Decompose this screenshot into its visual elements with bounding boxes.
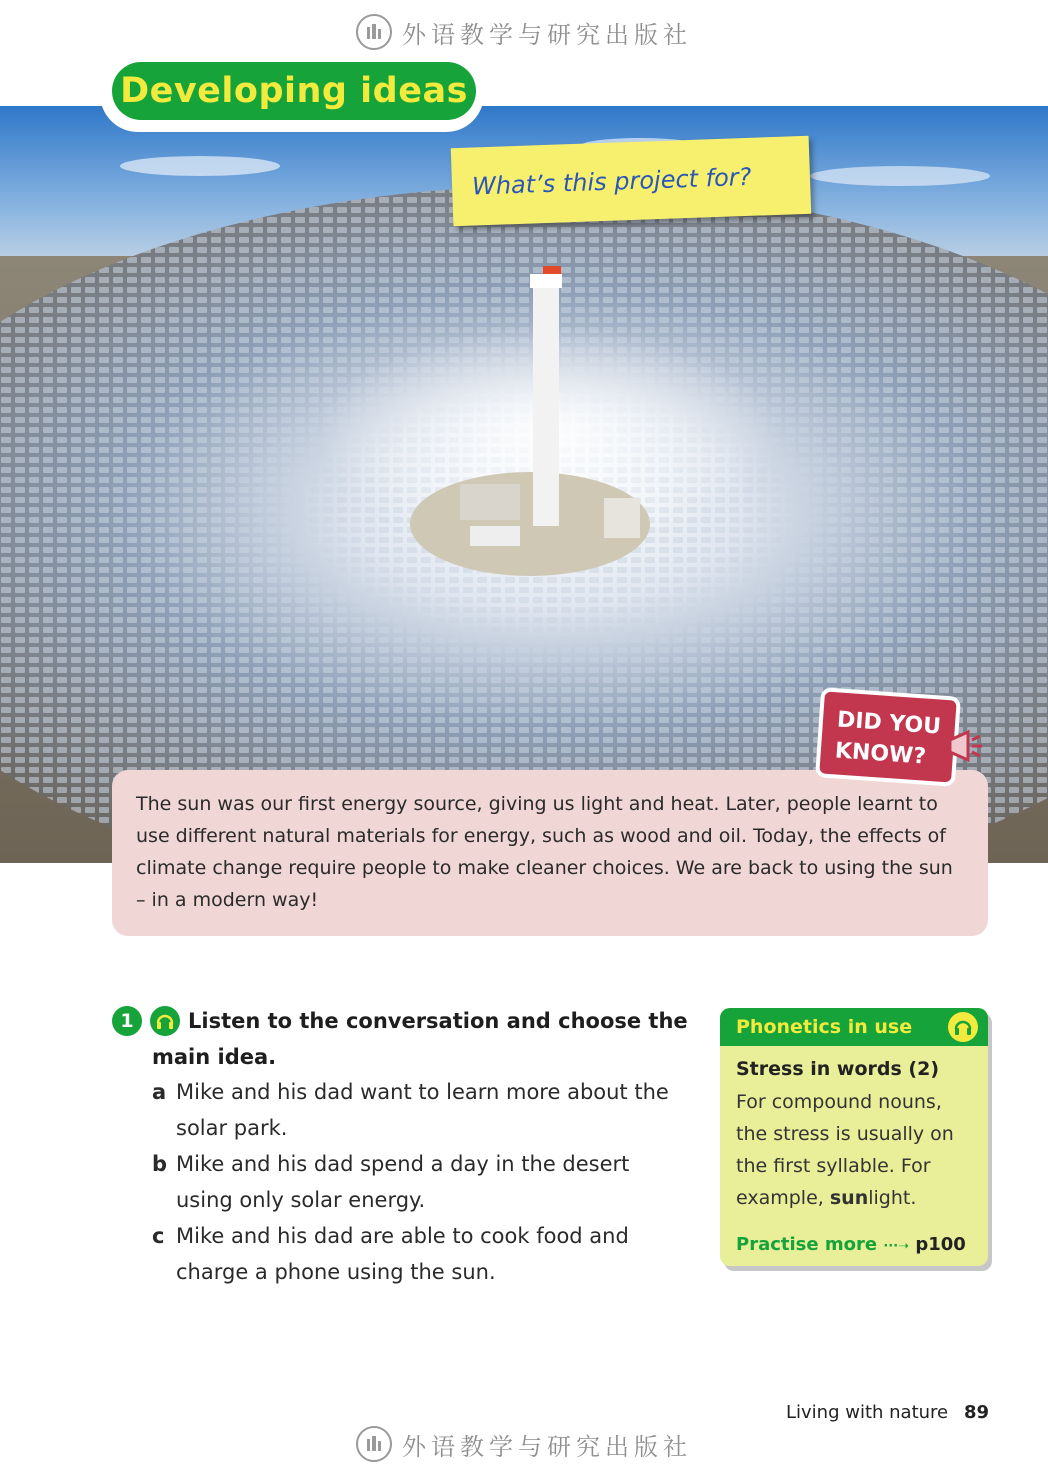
exercise-instruction: Listen to the conversation and choose the main idea. [152,1009,688,1069]
did-you-know-tag-line2: KNOW? [834,738,927,770]
option-text: Mike and his dad spend a day in the desert using only solar energy. [176,1152,630,1212]
publisher-footer [0,1422,1048,1466]
phonetics-header [720,1008,988,1046]
stressed-syllable: sun [829,1187,869,1209]
question-sticky-note: What’s this project for? [451,136,812,226]
did-you-know-text: The sun was our first energy source, giving us light and heat. Later, people learnt to use different natural materials for energy, such as wood and oil. Today, the effects of climate change require people to make cleaner choices. We are back to using the sun – in a modern way! [112,770,988,936]
megaphone-icon [946,726,986,766]
practise-more-link[interactable] [736,1234,966,1255]
publisher-logo-icon [356,1426,392,1462]
did-you-know-tag [815,687,961,787]
phonetics-body [736,1086,976,1214]
publisher-logo-icon [356,14,392,50]
phonetics-subtitle: Stress in words (2) [736,1058,939,1080]
publisher-name: 外语教学与研究出版社 [402,1432,692,1461]
phonetics-title: Phonetics in use [736,1016,913,1038]
phonetics-explanation: For compound nouns, the stress is usually on the first syllable. For example, [736,1091,954,1209]
phonetics-panel [720,1008,988,1266]
practise-more-label: Practise more [736,1234,878,1255]
practise-page: p100 [915,1234,966,1255]
option-a[interactable] [152,1074,682,1146]
option-letter: a [152,1080,167,1104]
unit-title: Living with nature [786,1402,949,1423]
option-b[interactable] [152,1146,682,1218]
option-letter: c [152,1224,165,1248]
publisher-header [0,10,1048,54]
did-you-know-tag-line1: DID YOU [836,707,942,740]
section-title: Developing ideas [112,62,476,120]
page-number: 89 [964,1402,990,1423]
publisher-name: 外语教学与研究出版社 [402,20,692,49]
headphones-icon[interactable] [948,1012,978,1042]
arrow-icon: ···➝ [883,1239,910,1254]
option-text: Mike and his dad want to learn more about the solar park. [176,1080,669,1140]
option-c[interactable] [152,1218,682,1290]
option-letter: b [152,1152,168,1176]
option-text: Mike and his dad are able to cook food and charge a phone using the sun. [176,1224,629,1284]
exercise-number: 1 [112,1006,142,1036]
unstressed-syllable: light. [868,1187,917,1209]
